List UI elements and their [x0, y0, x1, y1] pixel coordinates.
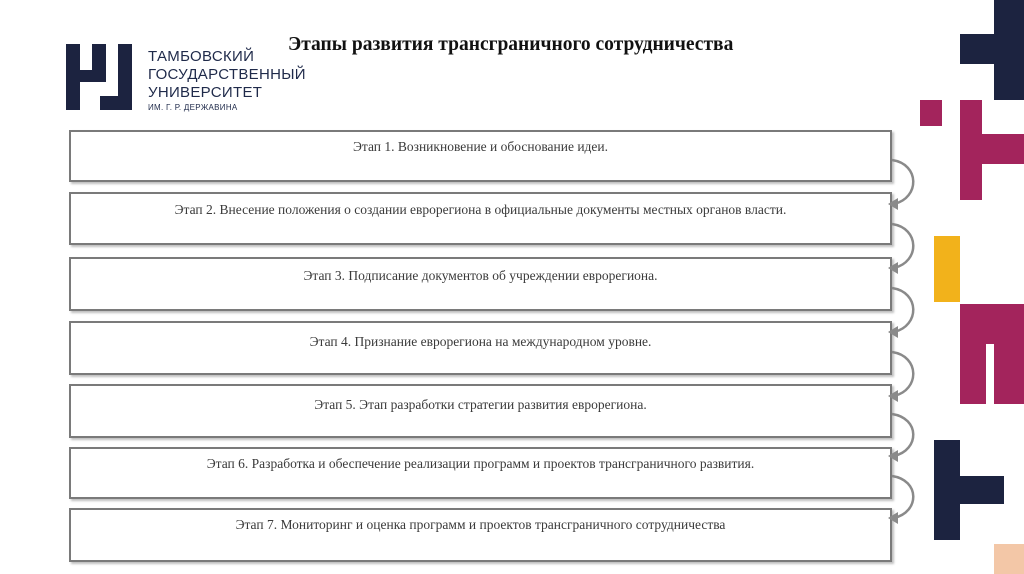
decorative-pattern [920, 0, 1024, 574]
stage-box-4 [69, 321, 892, 375]
connector-arrow-3-4 [892, 288, 913, 332]
university-name-line-3: УНИВЕРСИТЕТ [148, 84, 263, 101]
connector-arrow-5-6 [892, 414, 913, 456]
university-name [148, 48, 306, 114]
stage-box-2 [69, 192, 892, 245]
stage-text-2: Этап 2. Внесение положения о создании еврорегиона в официальные документы местных органов власти. [174, 202, 787, 217]
university-logo-icon [66, 44, 132, 110]
slide-title: Этапы развития трансграничного сотрудничества [288, 34, 734, 55]
stage-text-6: Этап 6. Разработка и обеспечение реализации программ и проектов трансграничного развития. [206, 456, 755, 471]
stage-box-1 [69, 130, 892, 182]
connector-arrow-4-5 [892, 352, 913, 396]
connector-arrow-2-3 [892, 224, 913, 268]
connector-arrow-1-2 [892, 160, 913, 204]
stage-box-7 [69, 508, 892, 562]
university-name-line-2: ГОСУДАРСТВЕННЫЙ [148, 66, 306, 83]
stage-box-6 [69, 447, 892, 499]
stage-text-3: Этап 3. Подписание документов об учреждении еврорегиона. [303, 268, 658, 283]
university-subtitle: ИМ. Г. Р. ДЕРЖАВИНА [148, 103, 238, 112]
university-name-line-1: ТАМБОВСКИЙ [148, 48, 255, 65]
stage-box-5 [69, 384, 892, 438]
stage-text-1: Этап 1. Возникновение и обоснование идеи. [352, 139, 609, 154]
stage-text-7: Этап 7. Мониторинг и оценка программ и проектов трансграничного сотрудничества [235, 517, 726, 532]
stage-text-4: Этап 4. Признание еврорегиона на международном уровне. [309, 334, 652, 349]
stage-text-5: Этап 5. Этап разработки стратегии развития еврорегиона. [314, 397, 647, 412]
stage-box-3 [69, 257, 892, 311]
connector-arrow-6-7 [892, 476, 913, 518]
